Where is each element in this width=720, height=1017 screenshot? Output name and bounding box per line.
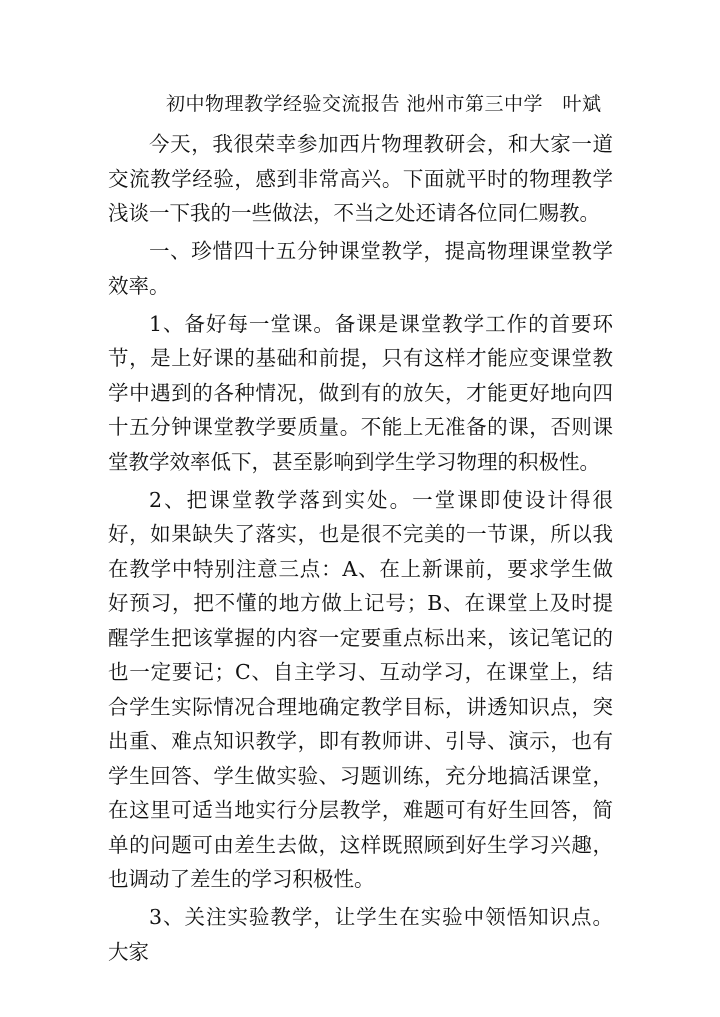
paragraph-point-3: 3、关注实验教学，让学生在实验中领悟知识点。大家 — [108, 905, 613, 964]
paragraph-point-1: 1、备好每一堂课。备课是课堂教学工作的首要环节，是上好课的基础和前提，只有这样才能应变课堂教学中遇到的各种情况，做到有的放矢，才能更好地向四十五分钟课堂教学要质量。不能上无准备的课，否则课堂教学效率低下，甚至影响到学生学习物理的积极性。 — [108, 311, 613, 474]
paragraph-intro: 今天，我很荣幸参加西片物理教研会，和大家一道交流教学经验，感到非常高兴。下面就平时的物理教学浅谈一下我的一些做法，不当之处还请各位同仁赐教。 — [108, 132, 613, 225]
document-body — [108, 127, 613, 969]
paragraph-point-2: 2、把课堂教学落到实处。一堂课即使设计得很好，如果缺失了落实，也是很不完美的一节课，所以我在教学中特别注意三点：A、在上新课前，要求学生做好预习，把不懂的地方做上记号；B、在课堂上及时提醒学生把该掌握的内容一定要重点标出来，该记笔记的也一定要记；C、自主学习、互动学习，在课堂上，结合学生实际情况合理地确定教学目标，讲透知识点，突出重、难点知识教学，即有教师讲、引导、演示，也有学生回答、学生做实验、习题训练，充分地搞活课堂，在这里可适当地实行分层教学，难题可有好生回答，简单的问题可由差生去做，这样既照顾到好生学习兴趣，也调动了差生的学习积极性。 — [108, 487, 613, 891]
document-title: 初中物理教学经验交流报告 池州市第三中学 叶斌 — [166, 93, 602, 115]
paragraph-section-heading: 一、珍惜四十五分钟课堂教学，提高物理课堂教学效率。 — [108, 239, 613, 298]
